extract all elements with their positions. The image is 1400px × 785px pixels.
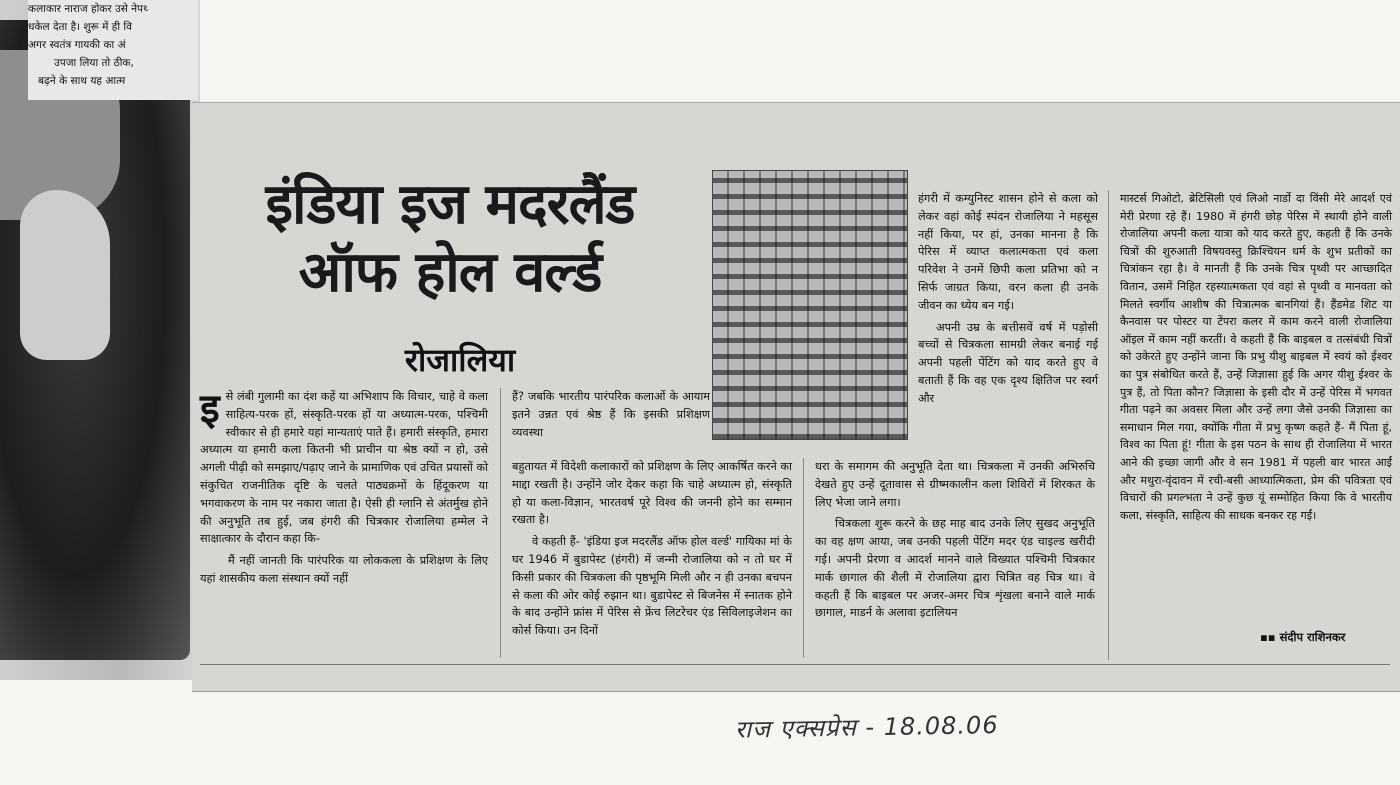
column-2-top: हैं? जबकि भारतीय पारंपरिक कलाओं के आयाम इतने उन्नत एवं श्रेष्ठ हैं कि इसकी प्रशिक्षण व्यवस्था <box>512 390 710 439</box>
headline-line-1: इंडिया इज मदरलैंड <box>265 171 635 237</box>
column-rule <box>500 388 501 658</box>
author-credit: ▪▪ संदीप राशिनकर <box>1260 630 1346 644</box>
col2-para-1: बहुतायत में विदेशी कलाकारों को प्रशिक्षण के लिए आकर्षित करने का माद्दा रखती है। उन्होंने जोर देकर कहा कि चाहे अध्यात्म हो, संस्कृति हो या कला-विज्ञान, भारतवर्ष पूरे विश्व की जननी होने का सम्मान रखता है। <box>512 460 792 527</box>
column-rule <box>803 458 804 658</box>
col2-para-2: वे कहती हैं- 'इंडिया इज मदरलैंड ऑफ होल वर्ल्ड' गायिका मां के घर 1946 में बुडापेस्ट (हंगरी) में जन्मी रोजालिया को न तो घर में किसी प्रकार की चित्रकला की पृष्ठभूमि मिली और न ही उनका बचपन से कला की ओर कोई रुझान था। बुडापेस्ट से बिजनेस में स्नातक होने के बाद उन्होंने फ्रांस में पेरिस से फ्रेंच लिटरेचर एंड सिविलाइजेशन का कोर्स किया। उन दिनों <box>512 535 792 638</box>
painting-image <box>712 170 908 440</box>
adjacent-article-snippet <box>28 0 198 100</box>
column-rule <box>1108 190 1109 660</box>
photo-hand <box>20 190 110 360</box>
handwritten-source-note: राज एक्सप्रेस - 18.08.06 <box>734 711 999 744</box>
snippet-line: अगर स्वतंत्र गायकी का अं <box>28 39 126 51</box>
drop-cap: इ <box>200 385 220 432</box>
person-photo <box>0 20 190 660</box>
snippet-line: उपजा लिया तो ठीक, <box>54 57 134 69</box>
snippet-line: बढ़ने के साथ यह आत्म <box>38 75 126 87</box>
article-headline <box>195 170 705 306</box>
col1-para-1: से लंबी गुलामी का दंश कहें या अभिशाप कि विचार, चाहे वे कला साहित्य-परक हों, संस्कृति-परक हों या अध्यात्म-परक, पश्चिमी स्वीकार से ही हमारे यहां मान्यताएं पाते हैं। हमारी संस्कृति, हमारा अध्यात्म या हमारी कला कितनी भी प्राचीन या श्रेष्ठ क्यों न हो, उसे अगली पीढ़ी को समझाए/पढ़ाए जाने के प्रामाणिक एवं उचित प्रयासों को संकुचित राजनीतिक दृष्टि के चलते पाठ्यक्रमों के हिंदूकरण या भगवाकरण के नाम पर नकारा जाता है। ऐसी ही ग्लानि से अंतर्मुख होने की अनुभूति तब हुई, जब हंगरी की चित्रकार रोजालिया हम्मेल ने साक्षात्कार के दौरान कहा कि- <box>200 390 488 546</box>
col3-para-4: चित्रकला शुरू करने के छह माह बाद उनके लिए सुखद अनुभूति का वह क्षण आया, जब उनकी पहली पेंटिंग मदर एंड चाइल्ड खरीदी गई। अपनी प्रेरणा व आदर्श मानने वाले विख्यात पश्चिमी चित्रकार मार्क छागाल की शैली में रोजालिया द्वारा चित्रित वह चित्र था। वे कहती हैं कि बाइबल पर अजर-अमर चित्र शृंखला बनाने वाले मार्क छागाल, माडर्न के अलावा इटालियन <box>815 517 1095 620</box>
column-3 <box>815 458 1095 626</box>
column-1 <box>200 385 488 592</box>
col3-para-3: धरा के समागम की अनुभूति देता था। चित्रकला में उनकी अभिरुचि देखते हुए उन्हें दूतावास से ग्रीष्मकालीन कला शिविरों में शिरकत के लिए भेजा जाने लगा। <box>815 460 1095 509</box>
column-4: मास्टर्स गिओटो, ब्रेटिसिली एवं लिओ नार्डो दा विंसी मेरे आदर्श एवं मेरी प्रेरणा रहे हैं। 1980 में हंगरी छोड़ पेरिस में स्थायी होने वाली रोजालिया अपनी कला यात्रा को याद करते हुए, कहती हैं कि उनके चित्रों की शुरुआती विषयवस्तु क्रिश्चियन धर्म के शुभ प्रतीकों का चित्रांकन रहा है। वे मानती हैं कि उनके चित्र पृथ्वी पर आच्छादित वितान, उसमें निहित रहस्यात्मकता एवं वहां से पृथ्वी व मानवता को मिलते स्वर्गीय आशीष की चित्रात्मक बानगियां हैं। हैंडमेड शिट या कैनवास पर पोस्टर या टेंपरा कलर में काम करने वाली रोजालिया ऑइल में काम नहीं करतीं। वे कहती हैं कि बाइबल व तत्संबंधी चित्रों को उकेरते हुए उन्होंने जाना कि प्रभु यीशु बाइबल में स्वयं को ईश्वर का पुत्र संबोधित करते हैं, उन्हें जिज्ञासा हुई कि अगर यीशु ईश्वर के पुत्र हैं, तो पिता कौन? जिज्ञासा के इसी दौर में उन्हें पेरिस में भगवत गीता पढ़ने का अवसर मिला और उन्हें लगा जैसे उनकी जिज्ञासा का समाधान मिल गया, क्योंकि गीता में प्रभु कृष्ण कहते हैं- मैं पिता हूं, विश्व का पिता हूं! गीता के इस पठन के साथ ही रोजालिया में भारत आने की इच्छा जागी और वे सन 1981 में पहली बार भारत आईं और मथुरा-वृंदावन में रची-बसी आध्यात्मिकता, प्रेम की पवित्रता एवं विचारों की प्रगल्भता ने उन्हें कुछ यूं सम्मोहित किया कि वे भारतीय कला, संस्कृति, साहित्य की साधक बनकर रह गईं। <box>1120 192 1392 522</box>
column-3-top <box>918 190 1098 412</box>
snippet-line: धकेल देता है। शुरू में ही वि <box>28 21 132 33</box>
col3-para-1: हंगरी में कम्युनिस्ट शासन होने से कला को लेकर वहां कोई स्पंदन रोजालिया ने महसूस नहीं किया, पर हां, उनका मानना है कि पेरिस में व्याप्त कलात्मकता एवं कला परिवेश ने उनमें छिपी कला प्रतिभा को न सिर्फ जाग्रत किया, वरन कला ही उनके जीवन का ध्येय बन गई। <box>918 192 1098 312</box>
article-subject: रोजालिया <box>404 341 516 379</box>
bottom-rule <box>200 664 1390 665</box>
column-2 <box>512 458 792 644</box>
col3-para-2: अपनी उम्र के बत्तीसवें वर्ष में पड़ोसी बच्चों से चित्रकला सामग्री लेकर बनाई गई अपनी पहली पेंटिंग को याद करते हुए वे बताती हैं कि वह एक दृश्य क्षितिज पर स्वर्ग और <box>918 320 1098 405</box>
snippet-line: कलाकार नाराज होकर उसे नेपथ्‍ <box>28 3 148 15</box>
headline-line-2: ऑफ होल वर्ल्ड <box>298 239 602 305</box>
col1-para-2: मैं नहीं जानती कि पारंपरिक या लोककला के प्रशिक्षण के लिए यहां शासकीय कला संस्थान क्यों नहीं <box>200 554 488 585</box>
